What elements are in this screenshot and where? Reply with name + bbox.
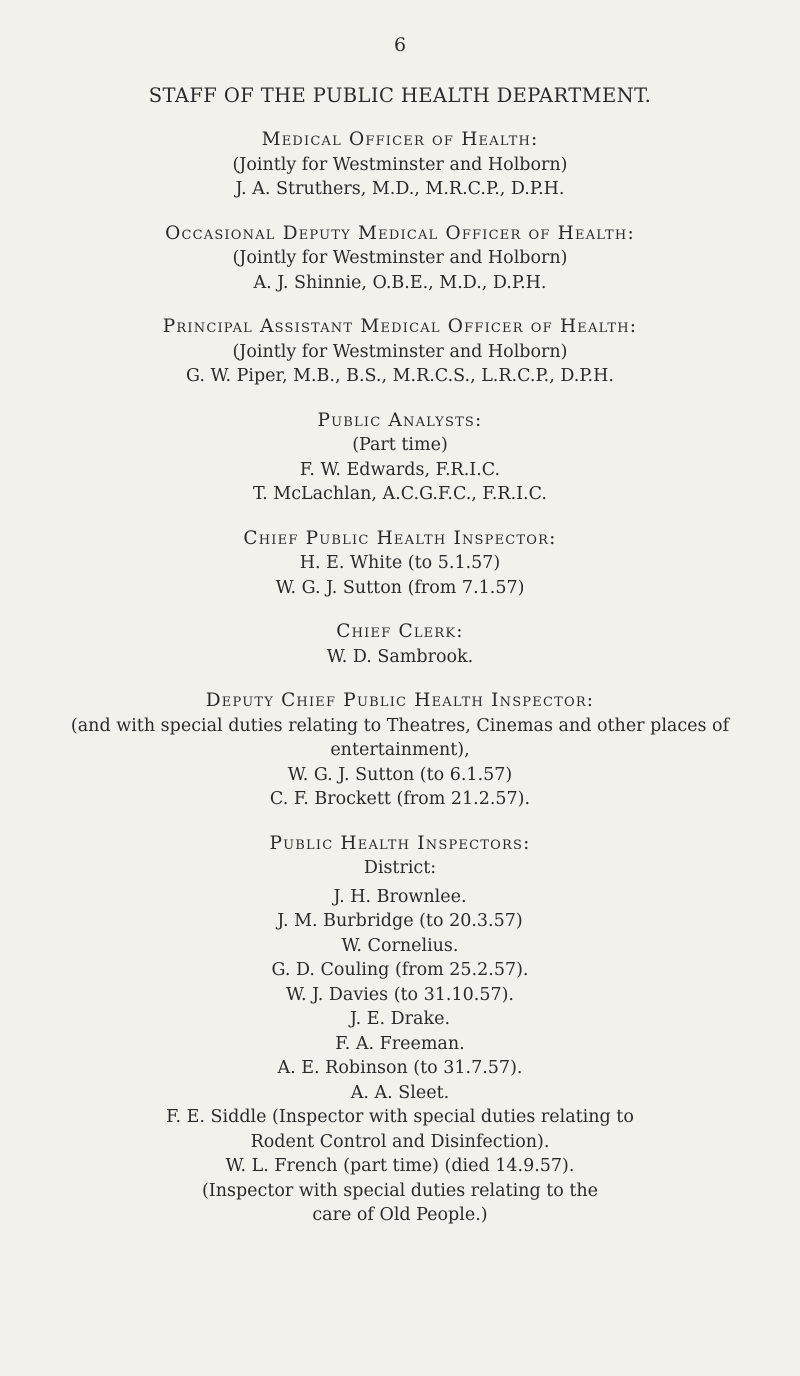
staff-name: A. J. Shinnie, O.B.E., M.D., D.P.H. — [253, 272, 547, 293]
section-heading: Public Analysts: — [317, 409, 483, 431]
list-item: F. A. Freeman. — [335, 1033, 465, 1054]
section-deputy-chief-inspector — [30, 689, 770, 812]
section-heading: Medical Officer of Health: — [261, 129, 539, 150]
section-public-analysts — [30, 409, 770, 507]
section-public-health-inspectors — [30, 832, 770, 1228]
section-heading: Chief Clerk: — [336, 621, 464, 642]
list-item: J. E. Drake. — [349, 1009, 451, 1029]
section-note: (and with special duties relating to Theatres, Cinemas and other places of entertainment), — [70, 715, 730, 760]
staff-name: G. W. Piper, M.B., B.S., M.R.C.S., L.R.C.P., D.P.H. — [186, 366, 614, 386]
staff-list — [30, 128, 770, 1248]
page-number: 6 — [393, 34, 407, 56]
section-note: (Jointly for Westminster and Holborn) — [232, 154, 568, 175]
staff-name: W. D. Sambrook. — [326, 646, 474, 667]
staff-name: J. A. Struthers, M.D., M.R.C.P., D.P.H. — [235, 179, 565, 199]
section-heading: Public Health Inspectors: — [269, 832, 531, 854]
list-item: W. Cornelius. — [341, 935, 459, 956]
staff-name: C. F. Brockett (from 21.2.57). — [269, 789, 531, 809]
page-title: STAFF OF THE PUBLIC HEALTH DEPARTMENT. — [148, 84, 652, 107]
section-note: (Jointly for Westminster and Holborn) — [232, 248, 568, 268]
staff-name: W. G. J. Sutton (from 7.1.57) — [275, 577, 525, 598]
section-chief-public-health-inspector — [30, 527, 770, 601]
inspector-list — [30, 885, 770, 1228]
list-item: A. A. Sleet. — [350, 1082, 450, 1103]
list-item: W. J. Davies (to 31.10.57). — [286, 984, 514, 1005]
section-medical-officer — [30, 128, 770, 202]
staff-name: H. E. White (to 5.1.57) — [299, 553, 501, 573]
section-heading: Deputy Chief Public Health Inspector: — [205, 690, 595, 711]
list-item: F. E. Siddle (Inspector with special duties relating to Rodent Control and Disinfection). — [166, 1107, 634, 1152]
list-item: J. M. Burbridge (to 20.3.57) — [277, 911, 523, 931]
section-subheading: District: — [363, 858, 437, 878]
staff-name: T. McLachlan, A.C.G.F.C., F.R.I.C. — [253, 484, 547, 504]
section-note: (Part time) — [352, 435, 448, 455]
section-heading: Principal Assistant Medical Officer of Health: — [162, 316, 638, 337]
section-deputy-medical-officer — [30, 222, 770, 296]
list-item: A. E. Robinson (to 31.7.57). — [277, 1058, 523, 1078]
section-principal-assistant — [30, 315, 770, 389]
section-heading: Chief Public Health Inspector: — [243, 527, 557, 549]
section-chief-clerk — [30, 620, 770, 669]
staff-name: F. W. Edwards, F.R.I.C. — [299, 459, 501, 480]
list-item: W. L. French (part time) (died 14.9.57). — [225, 1156, 575, 1176]
section-heading: Occasional Deputy Medical Officer of Health: — [165, 222, 635, 244]
list-item: G. D. Couling (from 25.2.57). — [271, 960, 529, 980]
staff-name: W. G. J. Sutton (to 6.1.57) — [287, 764, 513, 785]
list-item: J. H. Brownlee. — [333, 886, 467, 907]
section-note: (Jointly for Westminster and Holborn) — [232, 341, 568, 362]
list-item: (Inspector with special duties relating to the care of Old People.) — [201, 1180, 599, 1225]
